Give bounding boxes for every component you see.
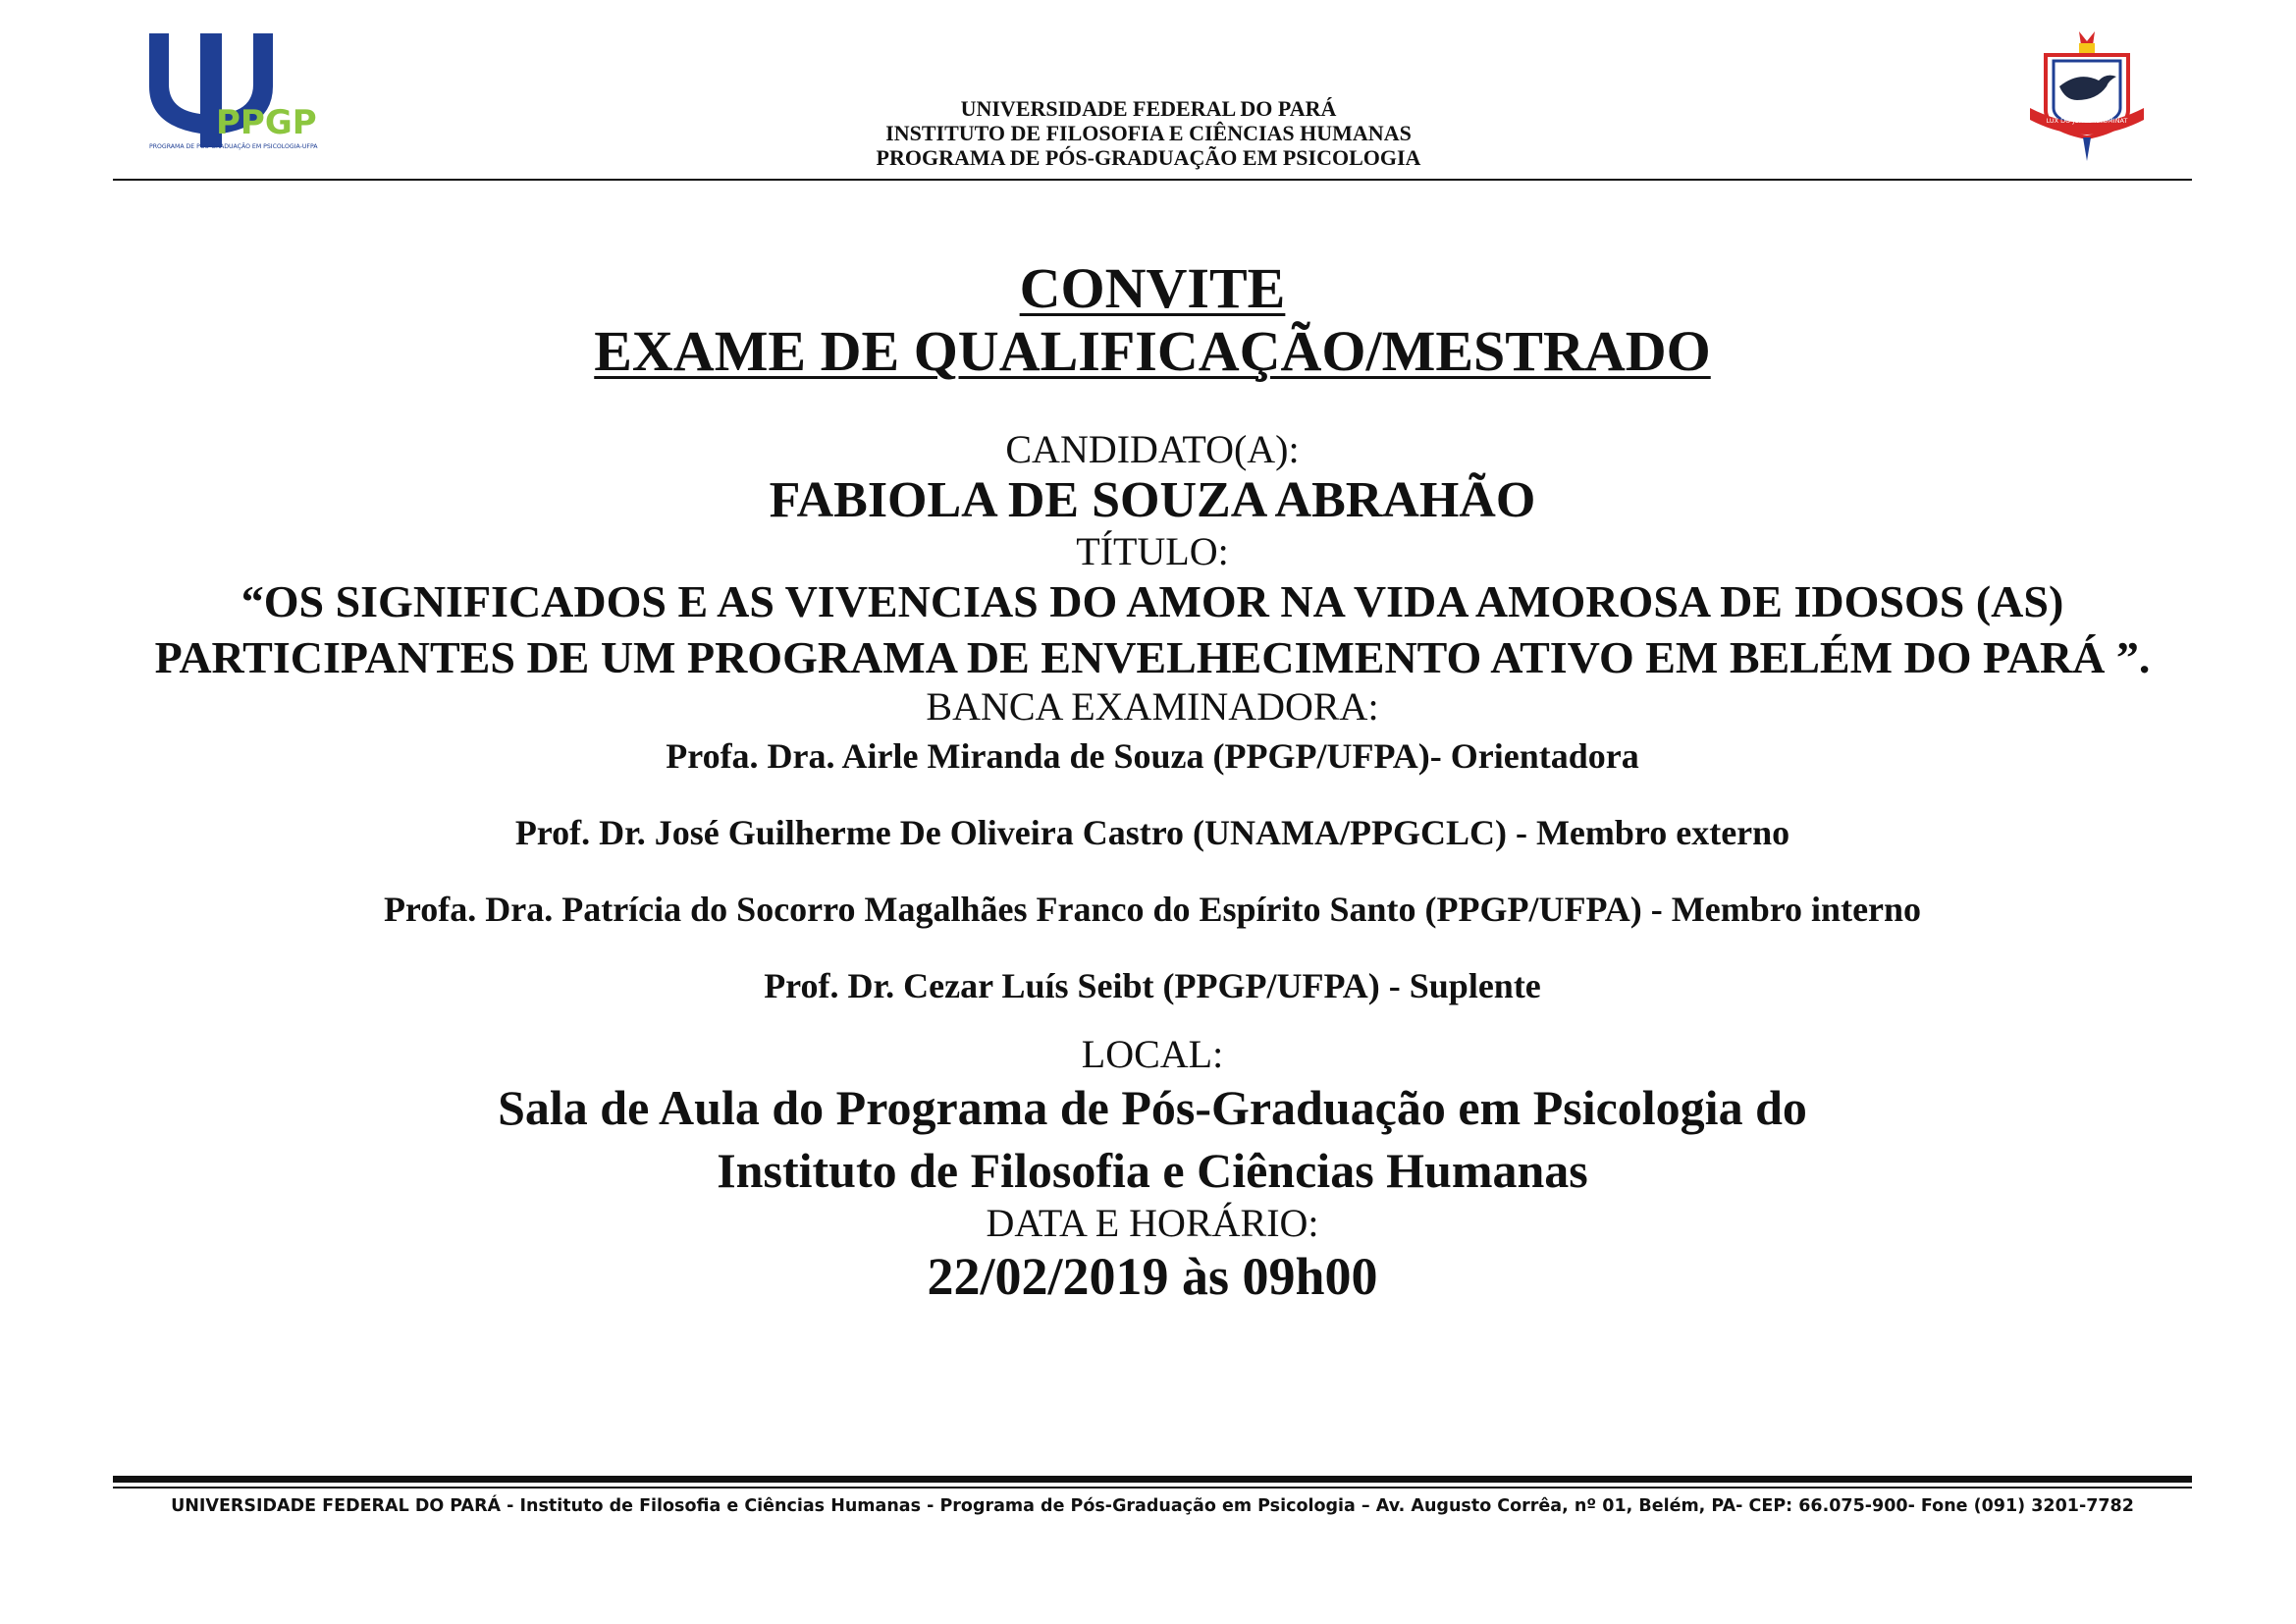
local-line: Sala de Aula do Programa de Pós-Graduação em Psicologia do	[498, 1080, 1807, 1135]
committee-member: Prof. Dr. José Guilherme De Oliveira Castro (UNAMA/PPGCLC) - Membro externo	[514, 813, 1790, 852]
datetime-label: DATA E HORÁRIO:	[986, 1201, 1319, 1245]
header-line-institute: INSTITUTO DE FILOSOFIA E CIÊNCIAS HUMANAS	[885, 121, 1412, 145]
candidate-name: FABIOLA DE SOUZA ABRAHÃO	[769, 472, 1536, 528]
ppgp-logo-text: PPGP	[216, 103, 317, 142]
ufpa-seal-motto: LUX DO JUXTO ILLUMINAT	[2046, 117, 2128, 125]
footer-address: UNIVERSIDADE FEDERAL DO PARÁ - Instituto de Filosofia e Ciências Humanas - Programa de Pós-Graduação em Psicologia – Av. Augusto Corrêa, nº 01, Belém, PA- CEP: 66.075-900- Fone (091) 3201-7782	[171, 1496, 2134, 1516]
header-divider	[113, 179, 2192, 181]
committee-member: Profa. Dra. Patrícia do Socorro Magalhães Franco do Espírito Santo (PPGP/UFPA) - Membro interno	[383, 890, 1922, 929]
invitation-title: CONVITE	[1019, 256, 1286, 320]
invitation-body	[113, 257, 2192, 1308]
exam-datetime: 22/02/2019 às 09h00	[927, 1247, 1378, 1306]
committee-label: BANCA EXAMINADORA:	[926, 684, 1379, 729]
local-label: LOCAL:	[1081, 1032, 1224, 1076]
header-line-program: PROGRAMA DE PÓS-GRADUAÇÃO EM PSICOLOGIA	[876, 145, 1421, 170]
committee-member: Profa. Dra. Airle Miranda de Souza (PPGP/UFPA)- Orientadora	[666, 736, 1639, 776]
footer-divider-thin	[113, 1487, 2192, 1489]
page-header	[0, 0, 2296, 187]
local-line: Instituto de Filosofia e Ciências Humanas	[717, 1143, 1588, 1198]
header-line-university: UNIVERSIDADE FEDERAL DO PARÁ	[960, 96, 1337, 121]
ufpa-seal-icon	[2024, 27, 2150, 167]
footer-divider-thick	[113, 1476, 2192, 1483]
candidate-label: CANDIDATO(A):	[1005, 427, 1300, 471]
ppgp-logo-icon	[147, 27, 318, 151]
ppgp-logo-subtext: PROGRAMA DE PÓS-GRADUAÇÃO EM PSICOLOGIA-UFPA	[149, 143, 318, 150]
committee-member: Prof. Dr. Cezar Luís Seibt (PPGP/UFPA) - Suplente	[764, 966, 1541, 1005]
institution-header	[638, 96, 1659, 170]
exam-title: EXAME DE QUALIFICAÇÃO/MESTRADO	[594, 319, 1711, 383]
thesis-title: “OS SIGNIFICADOS E AS VIVENCIAS DO AMOR NA VIDA AMOROSA DE IDOSOS (AS) PARTICIPANTES DE UM PROGRAMA DE ENVELHECIMENTO ATIVO EM BELÉM DO PARÁ ”.	[154, 576, 2151, 682]
thesis-title-label: TÍTULO:	[1076, 529, 1229, 573]
